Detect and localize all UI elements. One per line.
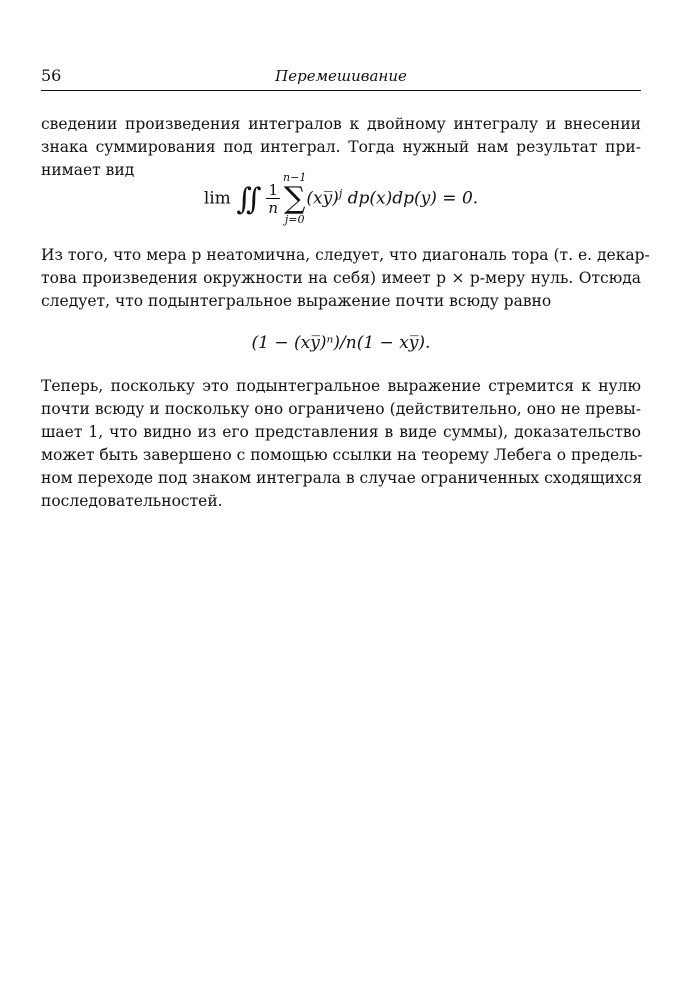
text-line: следует, что подынтегральное выражение почти всюду равно	[41, 292, 552, 310]
fraction	[266, 182, 280, 217]
text-line: ном переходе под знаком интеграла в случае ограниченных сходящихся	[41, 469, 643, 487]
text-line: может быть завершено с помощью ссылки на теорему Лебега о предель-	[41, 446, 643, 464]
text-line: шает 1, что видно из его представления в виде суммы), доказательство	[41, 423, 641, 441]
text-line: последовательностей.	[41, 492, 223, 510]
summand: (xy̅)	[306, 188, 339, 209]
sum-upper-limit: n−1	[283, 171, 307, 184]
sum-lower-limit: j=0	[284, 213, 305, 226]
text-line: Из того, что мера p неатомична, следует, что диагональ тора (т. е. декар-	[41, 246, 650, 264]
text-line: сведении произведения интегралов к двойному интегралу и внесении	[41, 115, 641, 133]
double-integral-symbol: ∫∫	[236, 181, 256, 217]
formula-tail: dp(x)dp(y) = 0.	[342, 188, 479, 209]
page-number: 56	[41, 66, 62, 85]
lim-operator: lim	[203, 188, 231, 209]
text-line: знака суммирования под интеграл. Тогда нужный нам результат при-	[41, 138, 641, 156]
summand-exponent: j	[338, 186, 343, 200]
summation	[283, 172, 306, 226]
text-line: почти всюду и поскольку оно ограничено (действительно, оно не превы-	[41, 400, 641, 418]
paragraph-2	[41, 244, 650, 313]
text-line: това произведения окружности на себя) имеет p × p-меру нуль. Отсюда	[41, 269, 641, 287]
running-header	[41, 66, 641, 91]
display-formula-limit	[41, 172, 641, 226]
sum-symbol: ∑	[283, 181, 306, 216]
running-title: Перемешивание	[275, 67, 407, 85]
display-formula-integrand: (1 − (xy̅)ⁿ)/n(1 − xy̅).	[251, 333, 431, 353]
fraction-numerator: 1	[268, 180, 279, 199]
fraction-denominator: n	[268, 198, 279, 217]
paragraph-3	[41, 375, 641, 513]
text-line: Теперь, поскольку это подынтегральное выражение стремится к нулю	[41, 377, 641, 395]
text-line: нимает вид	[41, 161, 135, 179]
